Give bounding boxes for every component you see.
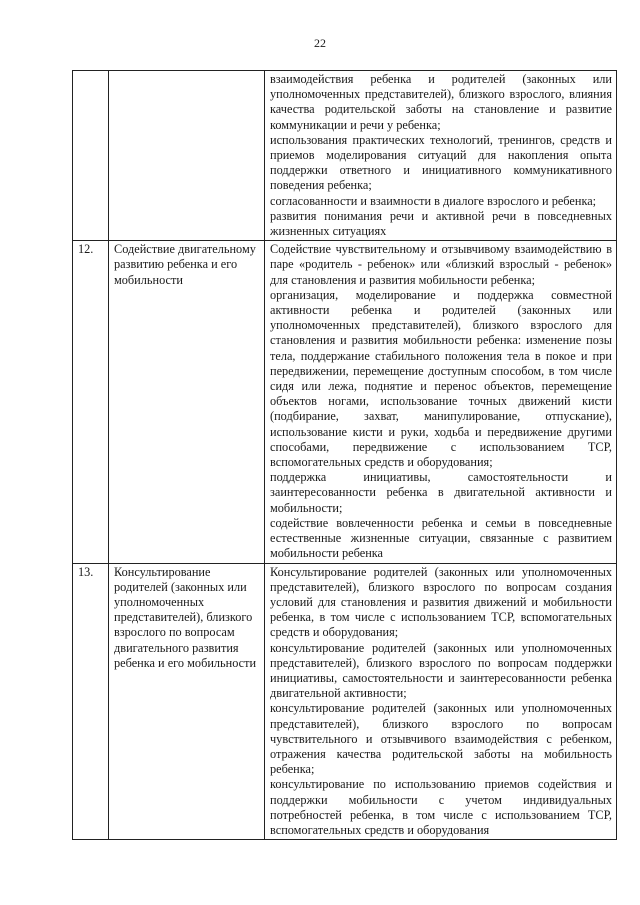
description-paragraph: поддержка инициативы, самостоятельности и заинтересованности ребенка в двигательной активности и мобильности; <box>270 470 612 515</box>
description-paragraph: взаимодействия ребенка и родителей (законных или уполномоченных представителей), близкого взрослого, влияния качества родительской заботы на становление и развитие коммуникации и речи у ребенка; <box>270 72 612 132</box>
description-paragraph: консультирование родителей (законных или уполномоченных представителей), близкого взрослого по вопросам чувствительного и отзывчивого взаимодействия с ребенком, отражения качества родительской заботы на мобильность ребенка; <box>270 701 612 777</box>
description-paragraph: консультирование родителей (законных или уполномоченных представителей), близкого взрослого по вопросам поддержки инициативы, самостоятельности и заинтересованности ребенка двигательной активности; <box>270 640 612 701</box>
page-number: 22 <box>314 36 326 50</box>
service-description <box>265 563 617 840</box>
description-paragraph: развития понимания речи и активной речи в повседневных жизненных ситуациях <box>270 208 612 239</box>
service-description <box>265 241 617 563</box>
services-table <box>72 70 617 840</box>
table-row <box>73 71 617 241</box>
description-paragraph: содействие вовлеченности ребенка и семьи в повседневные естественные жизненные ситуации, связанные с развитием мобильности ребенка <box>270 515 612 561</box>
description-paragraph: использования практических технологий, тренингов, средств и приемов моделирования ситуаций для накопления опыта поддержки ответного и инициативного коммуникативного поведения ребенка; <box>270 132 612 193</box>
row-number <box>73 71 109 241</box>
service-name: Консультирование родителей (законных или уполномоченных представителей), близкого взрослого по вопросам двигательного развития ребенка и его мобильности <box>109 563 265 840</box>
description-paragraph: консультирование по использованию приемов содействия и поддержки мобильности с учетом индивидуальных потребностей ребенка, в том числе с использованием ТСР, вспомогательных средств и оборудования <box>270 777 612 837</box>
description-paragraph: согласованности и взаимности в диалоге взрослого и ребенка; <box>270 193 597 208</box>
description-paragraph: организация, моделирование и поддержка совместной активности ребенка и родителей (законных или уполномоченных представителей), близкого взрослого для становления и развития мобильности ребенка: изменение позы тела, поддержание стабильного положения тела в покое и при передвижении, перемещение доступным способом, в том числе сидя или лежа, поднятие и перенос объектов, перемещение объектов ногами, использование точных движений кисти (подбирание, захват, манипулирование, отпускание), использование кисти и руки, ходьба и передвижение другими способами, передвижение с использованием ТСР, вспомогательных средств и оборудования; <box>270 287 612 470</box>
table-row <box>73 563 617 840</box>
service-name: Содействие двигательному развитию ребенка и его мобильности <box>109 241 265 563</box>
row-number: 13. <box>73 563 109 840</box>
row-number: 12. <box>73 241 109 563</box>
table-row <box>73 241 617 563</box>
service-name <box>109 71 265 241</box>
description-paragraph: Содействие чувствительному и отзывчивому взаимодействию в паре «родитель - ребенок» или «близкий взрослый - ребенок» для становления и развития мобильности ребенка; <box>270 242 612 287</box>
service-description <box>265 71 617 241</box>
description-paragraph: Консультирование родителей (законных или уполномоченных представителей), близкого взрослого по вопросам создания условий для становления и развития движений и мобильности ребенка, в том числе с использованием ТСР, вспомогательных средств и оборудования; <box>270 564 612 640</box>
